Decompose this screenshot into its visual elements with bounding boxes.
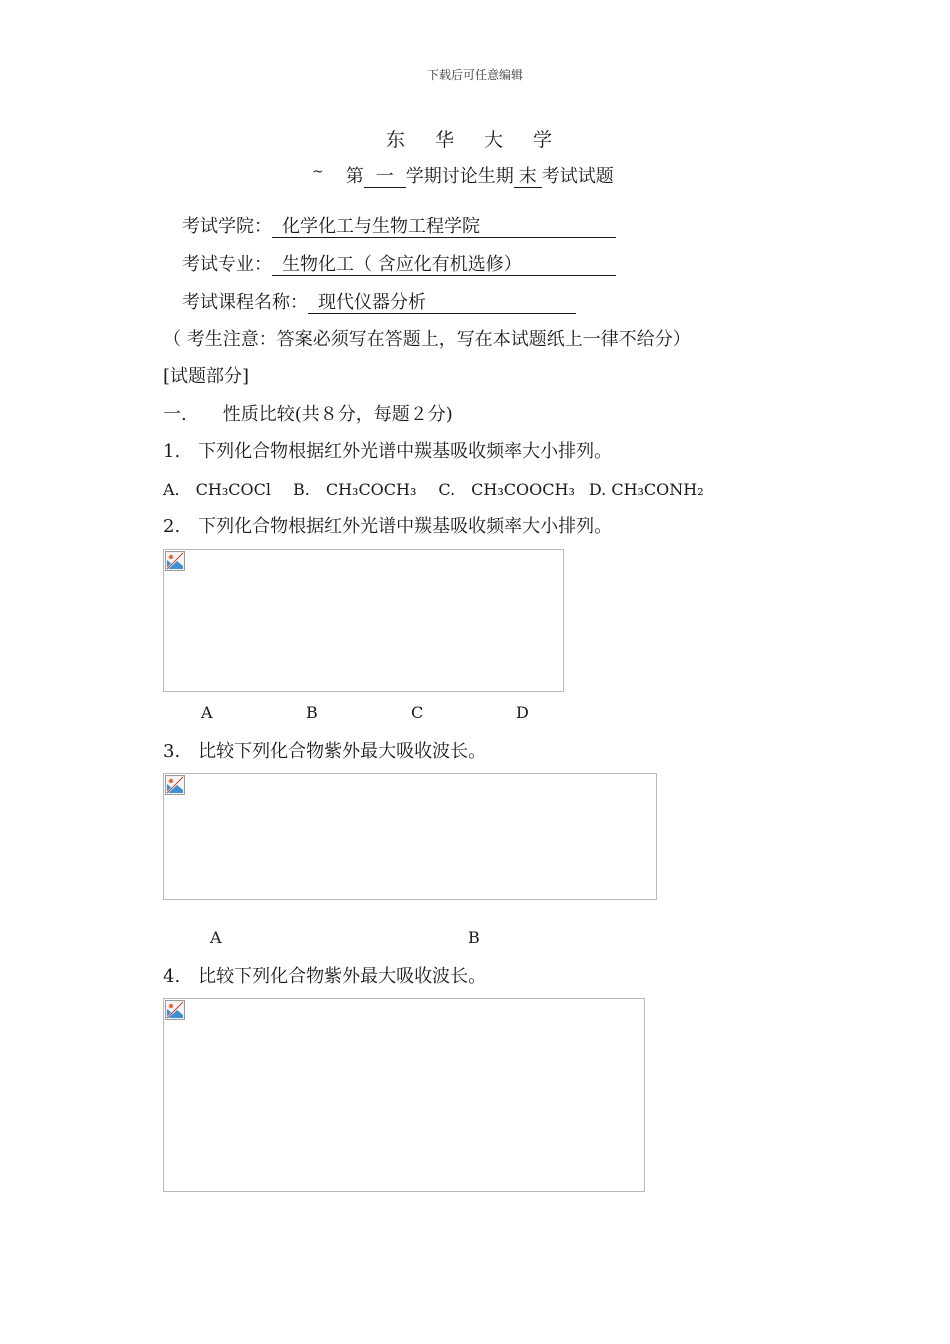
exam-title-suffix: 考试试题: [541, 166, 614, 187]
college-label: 考试学院：: [182, 216, 272, 237]
question-1-options: [163, 477, 726, 500]
q2-label-a: A: [201, 703, 213, 722]
major-label: 考试专业：: [182, 254, 272, 275]
exam-notice: （ 考生注意：答案必须写在答题上，写在本试题纸上一律不给分）: [163, 329, 691, 350]
major-field: [182, 250, 616, 276]
course-label: 考试课程名称：: [182, 292, 308, 313]
q2-label-d: D: [516, 703, 529, 722]
header-note: 下载后可任意编辑: [426, 68, 523, 82]
exam-title-prefix: 第: [345, 166, 364, 187]
part1-heading: 一. 性质比较(共８分，每题２分): [163, 404, 453, 425]
q2-structure-image: [163, 549, 564, 692]
q1-option-d: D. CH₃CONH₂: [588, 480, 704, 499]
q1-option-c: C. CH₃COOCH₃: [438, 480, 575, 499]
question-1: 1. 下列化合物根据红外光谱中羰基吸收频率大小排列。: [163, 441, 613, 462]
q3-label-b: B: [468, 928, 480, 947]
major-value: 生物化工（ 含应化有机选修）: [272, 255, 616, 276]
college-field: [182, 212, 616, 238]
course-field: [182, 288, 576, 314]
exam-term: 一: [364, 167, 406, 188]
q3-structure-image: [163, 773, 657, 900]
exam-period: 末: [514, 167, 542, 188]
q2-label-b: B: [306, 703, 318, 722]
question-3: 3. 比较下列化合物紫外最大吸收波长。: [163, 741, 487, 762]
university-name: 东 华 大 学: [385, 129, 565, 151]
broken-image-icon: [165, 551, 185, 571]
q1-option-a: A. CH₃COCl: [163, 480, 271, 499]
exam-title-middle: 学期讨论生期: [405, 166, 514, 187]
course-value: 现代仪器分析: [308, 293, 576, 314]
section-marker: [试题部分]: [163, 366, 250, 387]
broken-image-icon: [165, 1000, 185, 1020]
q1-option-b: B. CH₃COCH₃: [292, 480, 417, 499]
q2-label-c: C: [411, 703, 424, 722]
q3-label-a: A: [210, 928, 222, 947]
college-value: 化学化工与生物工程学院: [272, 217, 616, 238]
question-4: 4. 比较下列化合物紫外最大吸收波长。: [163, 966, 487, 987]
question-2: 2. 下列化合物根据红外光谱中羰基吸收频率大小排列。: [163, 516, 613, 537]
q4-structure-image: [163, 998, 645, 1192]
broken-image-icon: [165, 775, 185, 795]
tilde-mark: ~: [312, 164, 324, 180]
exam-title: [312, 162, 614, 188]
